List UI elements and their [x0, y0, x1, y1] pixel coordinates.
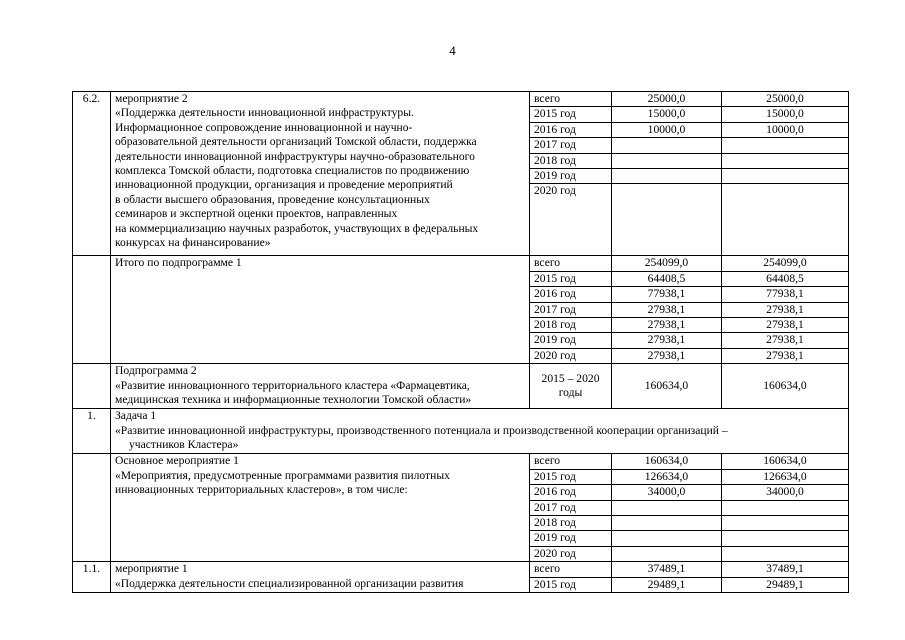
year-cell: 2017 год: [530, 302, 612, 317]
row-description: Итого по подпрограмме 1: [111, 256, 530, 364]
year-cell: всего: [530, 256, 612, 271]
year-cell: 2015 год: [530, 469, 612, 484]
value-cell: 27938,1: [612, 348, 722, 363]
value-cell: [722, 546, 849, 561]
value-cell: 37489,1: [612, 562, 722, 577]
year-cell: 2015 год: [530, 271, 612, 286]
row-number: [73, 454, 111, 562]
years-range-cell: 2015 – 2020 годы: [530, 364, 612, 409]
value-cell: 34000,0: [612, 485, 722, 500]
value-cell: [612, 153, 722, 168]
task-title: Задача 1 «Развитие инновационной инфраструктуры, производственного потенциала и производственной кооперации организаций – участников Кластера»: [111, 409, 849, 454]
value-cell: 64408,5: [612, 271, 722, 286]
value-cell: [612, 546, 722, 561]
year-cell: 2020 год: [530, 348, 612, 363]
row-number: [73, 256, 111, 364]
value-cell: 77938,1: [722, 287, 849, 302]
year-cell: 2016 год: [530, 122, 612, 137]
year-cell: 2019 год: [530, 169, 612, 184]
row-number: [73, 364, 111, 409]
row-number: 1.: [73, 409, 111, 454]
value-cell: 27938,1: [612, 318, 722, 333]
year-cell: 2016 год: [530, 287, 612, 302]
value-cell: [722, 184, 849, 256]
year-cell: 2020 год: [530, 546, 612, 561]
value-cell: [722, 138, 849, 153]
value-cell: 27938,1: [722, 318, 849, 333]
value-cell: [722, 153, 849, 168]
value-cell: [612, 138, 722, 153]
value-cell: 15000,0: [722, 107, 849, 122]
value-cell: [612, 184, 722, 256]
year-cell: всего: [530, 92, 612, 107]
value-cell: 160634,0: [722, 454, 849, 469]
year-cell: 2017 год: [530, 138, 612, 153]
value-cell: 25000,0: [722, 92, 849, 107]
value-cell: [612, 515, 722, 530]
value-cell: 34000,0: [722, 485, 849, 500]
value-cell: 126634,0: [612, 469, 722, 484]
value-cell: 10000,0: [612, 122, 722, 137]
value-cell: 160634,0: [612, 364, 722, 409]
value-cell: 77938,1: [612, 287, 722, 302]
value-cell: 160634,0: [722, 364, 849, 409]
value-cell: 254099,0: [612, 256, 722, 271]
year-cell: 2017 год: [530, 500, 612, 515]
value-cell: 37489,1: [722, 562, 849, 577]
year-cell: всего: [530, 562, 612, 577]
value-cell: 27938,1: [722, 333, 849, 348]
value-cell: 27938,1: [722, 348, 849, 363]
value-cell: 160634,0: [612, 454, 722, 469]
table-row: [73, 256, 849, 271]
row-number: 1.1.: [73, 562, 111, 593]
year-cell: 2018 год: [530, 515, 612, 530]
year-cell: 2019 год: [530, 531, 612, 546]
budget-table: [72, 91, 849, 593]
value-cell: 27938,1: [612, 333, 722, 348]
value-cell: 15000,0: [612, 107, 722, 122]
year-cell: 2016 год: [530, 485, 612, 500]
value-cell: 126634,0: [722, 469, 849, 484]
value-cell: 27938,1: [612, 302, 722, 317]
row-description: мероприятие 1 «Поддержка деятельности специализированной организации развития: [111, 562, 530, 593]
table-row: [73, 409, 849, 454]
value-cell: 254099,0: [722, 256, 849, 271]
value-cell: [722, 169, 849, 184]
value-cell: 29489,1: [612, 577, 722, 592]
value-cell: 29489,1: [722, 577, 849, 592]
value-cell: [612, 531, 722, 546]
value-cell: [722, 531, 849, 546]
year-cell: 2015 год: [530, 577, 612, 592]
year-cell: 2018 год: [530, 153, 612, 168]
row-description: Подпрограмма 2 «Развитие инновационного территориального кластера «Фармацевтика, медицинская техника и информационные технологии Томской области»: [111, 364, 530, 409]
value-cell: [722, 500, 849, 515]
page-number: 4: [449, 43, 456, 58]
value-cell: 25000,0: [612, 92, 722, 107]
table-row: [73, 454, 849, 469]
row-description: мероприятие 2 «Поддержка деятельности инновационной инфраструктуры. Информационное сопровождение инновационной и научно- образовательной деятельности организаций Томской области, поддержка деятельности инновационной инфраструктуры научно-образовательного комплекса Томской области, подготовка специалистов по продвижению инновационной продукции, организация и проведение мероприятий в области высшего образования, проведение консультационных семинаров и экспертной оценки проектов, направленных на коммерциализацию научных разработок, участвующих в федеральных конкурсах на финансирование»: [111, 92, 530, 256]
row-description: Основное мероприятие 1 «Мероприятия, предусмотренные программами развития пилотных инновационных территориальных кластеров», в том числе:: [111, 454, 530, 562]
year-cell: всего: [530, 454, 612, 469]
table-row: [73, 92, 849, 107]
table-row: [73, 562, 849, 577]
value-cell: [612, 169, 722, 184]
table-row: [73, 364, 849, 409]
value-cell: 27938,1: [722, 302, 849, 317]
year-cell: 2019 год: [530, 333, 612, 348]
value-cell: 10000,0: [722, 122, 849, 137]
year-cell: 2018 год: [530, 318, 612, 333]
row-number: 6.2.: [73, 92, 111, 256]
year-cell: 2020 год: [530, 184, 612, 256]
value-cell: [722, 515, 849, 530]
value-cell: [612, 500, 722, 515]
value-cell: 64408,5: [722, 271, 849, 286]
year-cell: 2015 год: [530, 107, 612, 122]
